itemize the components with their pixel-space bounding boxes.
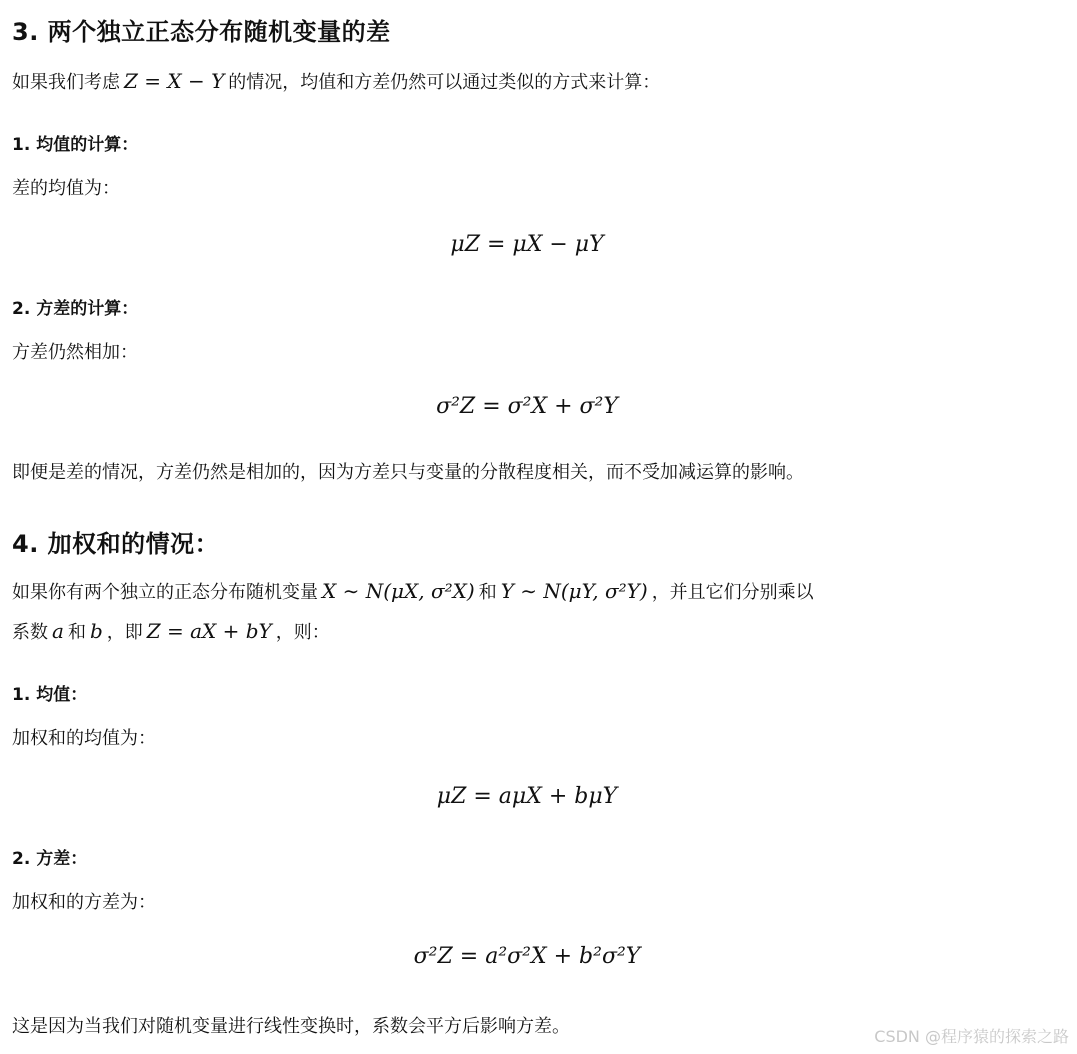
ie-text: ，即 — [106, 622, 143, 643]
variance-diff-equation: σ²Z = σ²X + σ²Y — [436, 394, 618, 419]
intro-text: 如果你有两个独立的正态分布随机变量 — [12, 582, 318, 603]
section-4-intro-line-2 — [12, 618, 330, 646]
section-4-intro-line-1 — [12, 578, 814, 606]
variance-calc-text: 方差仍然相加： — [12, 342, 138, 363]
section-3-intro — [12, 68, 660, 96]
intro-text: 如果我们考虑 — [12, 72, 120, 93]
variance-calc-heading: 2. 方差的计算： — [12, 299, 139, 319]
variance-heading: 2. 方差： — [12, 849, 88, 869]
section-4-title: 4. 加权和的情况： — [12, 530, 220, 558]
and-text: 和 — [67, 622, 86, 643]
section-4-note: 这是因为当我们对随机变量进行线性变换时，系数会平方后影响方差。 — [12, 1016, 570, 1037]
coef-b-math: b — [89, 619, 103, 643]
mean-heading: 1. 均值： — [12, 685, 88, 705]
x-distribution-math: X ∼ N(μX, σ²X) — [322, 579, 475, 603]
mean-diff-equation: μZ = μX − μY — [450, 232, 604, 257]
variance-text: 加权和的方差为： — [12, 892, 156, 913]
y-distribution-math: Y ∼ N(μY, σ²Y) — [500, 579, 648, 603]
intro-text-end: ，并且它们分别乘以 — [651, 582, 814, 603]
coef-text: 系数 — [12, 622, 48, 643]
section-3-title: 3. 两个独立正态分布随机变量的差 — [12, 18, 391, 46]
mean-calc-text: 差的均值为： — [12, 178, 120, 199]
mean-calc-heading: 1. 均值的计算： — [12, 135, 139, 155]
coef-a-math: a — [52, 619, 64, 643]
mean-weighted-equation: μZ = aμX + bμY — [436, 784, 618, 809]
and-text: 和 — [478, 582, 497, 603]
variance-weighted-equation: σ²Z = a²σ²X + b²σ²Y — [413, 944, 641, 969]
mean-text: 加权和的均值为： — [12, 728, 156, 749]
csdn-watermark: CSDN @程序猿的探索之路 — [874, 1027, 1069, 1046]
weighted-sum-math: Z = aX + bY — [146, 619, 272, 643]
then-text: ，则： — [275, 622, 330, 643]
section-3-note: 即便是差的情况，方差仍然是相加的，因为方差只与变量的分散程度相关，而不受加减运算的影响。 — [12, 462, 804, 483]
intro-math: Z = X − Y — [124, 69, 225, 93]
intro-text-end: 的情况，均值和方差仍然可以通过类似的方式来计算： — [228, 72, 661, 93]
